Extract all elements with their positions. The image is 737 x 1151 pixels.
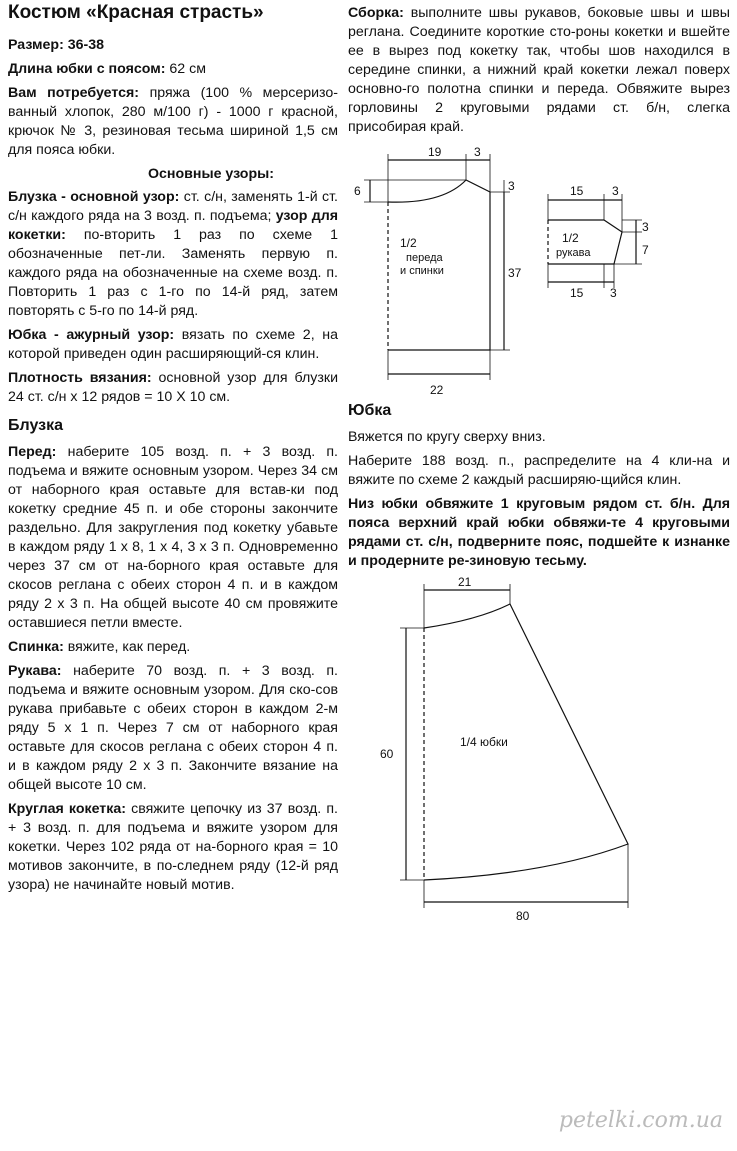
skirt-label: 1/4 юбки — [460, 735, 508, 749]
sleeve-label-1: 1/2 — [562, 231, 579, 245]
sleeves-label: Рукава: — [8, 663, 62, 679]
patterns-heading: Основные узоры: — [148, 166, 274, 182]
blouse-heading: Блузка — [8, 417, 63, 434]
front-label-3: и спинки — [400, 265, 444, 277]
blouse-pattern-text: ст. с/н, заменять 1-й ст. с/н каждого ряда на 3 возд. п. подъема; — [8, 189, 338, 224]
front-dim-height-value: 37 — [508, 266, 522, 280]
sleeve-label-2: рукава — [556, 247, 591, 259]
sleeve-dim-right-top-value: 3 — [642, 220, 649, 234]
length-line — [8, 60, 338, 79]
front-label-1: 1/2 — [400, 236, 417, 250]
back-label: Спинка: — [8, 639, 64, 655]
yoke-paragraph — [8, 800, 338, 895]
sleeves-text: наберите 70 возд. п. + 3 возд. п. подъема и вяжите основным узором. Для ско-сов рукава прибавьте с обеих сторон в каждом 2-м ряду 5 х 1 п. Через 7 см от наборного края оставьте для скосов реглана с обеих сторон 4 п. и в каждом ряду 2 х 3 п. Закончите вязание на общей высоте 10 см. — [8, 663, 338, 793]
sleeve-dim-top-value: 15 — [570, 184, 584, 198]
front-label: Перед: — [8, 444, 57, 460]
assembly-paragraph — [348, 4, 730, 137]
density-paragraph — [8, 369, 338, 407]
length-value: 62 см — [169, 61, 206, 77]
yoke-text: свяжите цепочку из 37 возд. п. + 3 возд. п. для подъема и вяжите узором для кокетки. Через 102 ряда от на-борного края = 10 мотивов закончите, в по-следнем ряду (12-й ряд узора) не начинайте новый мотив. — [8, 801, 338, 893]
length-label: Длина юбки с поясом: — [8, 61, 166, 77]
yoke-pattern-text: по-вторить 1 раз по схеме 1 обозначенные пет-ли. Заменять первую п. каждого ряда на обозначенные на схеме возд. п. Повторить 1 раз с 1-го по 14-й ряд, затем повторять с 5-го по 14-й ряд. — [8, 227, 338, 319]
sleeve-dim-bottom-value: 15 — [570, 286, 584, 300]
front-label-2: переда — [406, 252, 443, 264]
skirt-paragraph-2: Наберите 188 возд. п., распределите на 4 кли-на и вяжите по схеме 2 каждый расширяю-щийся клин. — [348, 453, 730, 488]
front-dim-top-right-value: 3 — [474, 145, 481, 159]
size-line — [8, 36, 338, 55]
front-dim-right-small-value: 3 — [508, 179, 515, 193]
front-dim-top-value: 19 — [428, 145, 442, 159]
skirt-heading: Юбка — [348, 402, 392, 419]
yoke-label: Круглая кокетка: — [8, 801, 126, 817]
blouse-diagrams — [348, 142, 730, 402]
front-paragraph — [8, 443, 338, 633]
skirt-pattern-label: Юбка - ажурный узор: — [8, 327, 175, 343]
skirt-outline — [424, 604, 628, 880]
skirt-diagram — [348, 576, 730, 936]
skirt-paragraph-3: Низ юбки обвяжите 1 круговым рядом ст. б/н. Для пояса верхний край юбки обвяжи-те 4 круговыми рядами ст. с/н, подверните пояс, подшейте к изнанке и продерните ре-зиновую тесьму. — [348, 496, 730, 569]
back-paragraph — [8, 638, 338, 657]
blouse-pattern-label: Блузка - основной узор: — [8, 189, 180, 205]
left-column — [8, 0, 338, 900]
skirt-pattern-text: вязать по схеме 2, на которой приведен один расширяющий-ся клин. — [8, 327, 338, 362]
skirt-dim-height-value: 60 — [380, 747, 394, 761]
density-text: основной узор для блузки 24 ст. с/н х 12 рядов = 10 X 10 см. — [8, 370, 338, 405]
sleeves-paragraph — [8, 662, 338, 795]
blouse-pattern-paragraph — [8, 188, 338, 321]
sleeve-dim-bottom-right-value: 3 — [610, 286, 617, 300]
back-text: вяжите, как перед. — [67, 639, 191, 655]
skirt-pattern-paragraph — [8, 326, 338, 364]
density-label: Плотность вязания: — [8, 370, 152, 386]
watermark: petelki.com.ua — [558, 1108, 723, 1133]
assembly-text: выполните швы рукавов, боковые швы и швы реглана. Соедините короткие сто-роны кокетки и вшейте ее в вырез под кокетку так, чтобы шов находился в середине спинки, а нижний край кокетки лежал поверх основно-го полотна спинки и переда. Обвяжите вырез горловины 2 круговыми рядами ст. б/н, слегка присобирая край. — [348, 5, 730, 135]
front-text: наберите 105 возд. п. + 3 возд. п. подъема и вяжите основным узором. Через 34 см от наборного края оставьте для встав-ки под кокетку средние 45 п. и обе стороны закончите раздельно. Для закругления под кокетку убавьте в каждом ряду 1 х 8, 1 х 4, 3 х 3 п. Одновременно через 37 см от на-борного края оставьте для скосов реглана с обеих сторон 4 п. и в каждом ряду 2 х 3 п. На общей высоте 40 см провяжите оставшиеся петли вместе. — [8, 444, 338, 631]
front-dim-left-value: 6 — [354, 184, 361, 198]
size-label: Размер: — [8, 37, 64, 53]
front-dim-bottom-value: 22 — [430, 383, 444, 397]
page-title: Костюм «Красная страсть» — [8, 2, 264, 23]
skirt-dim-top-value: 21 — [458, 576, 472, 589]
assembly-label: Сборка: — [348, 5, 404, 21]
materials-text: пряжа (100 % мерсеризо-ванный хлопок, 280 м/100 г) - 1000 г красной, крючок № 3, резиновая тесьма шириной 1,5 см для пояса юбки. — [8, 85, 338, 158]
size-value: 36-38 — [67, 37, 105, 53]
materials-paragraph — [8, 84, 338, 160]
right-column — [348, 0, 730, 936]
sleeve-dim-right-mid-value: 7 — [642, 243, 649, 257]
yoke-pattern-label: узор для кокетки: — [8, 208, 338, 243]
sleeve-dim-top-right-value: 3 — [612, 184, 619, 198]
materials-label: Вам потребуется: — [8, 85, 140, 101]
skirt-dim-bottom-value: 80 — [516, 909, 530, 923]
skirt-paragraph-1: Вяжется по кругу сверху вниз. — [348, 429, 546, 445]
